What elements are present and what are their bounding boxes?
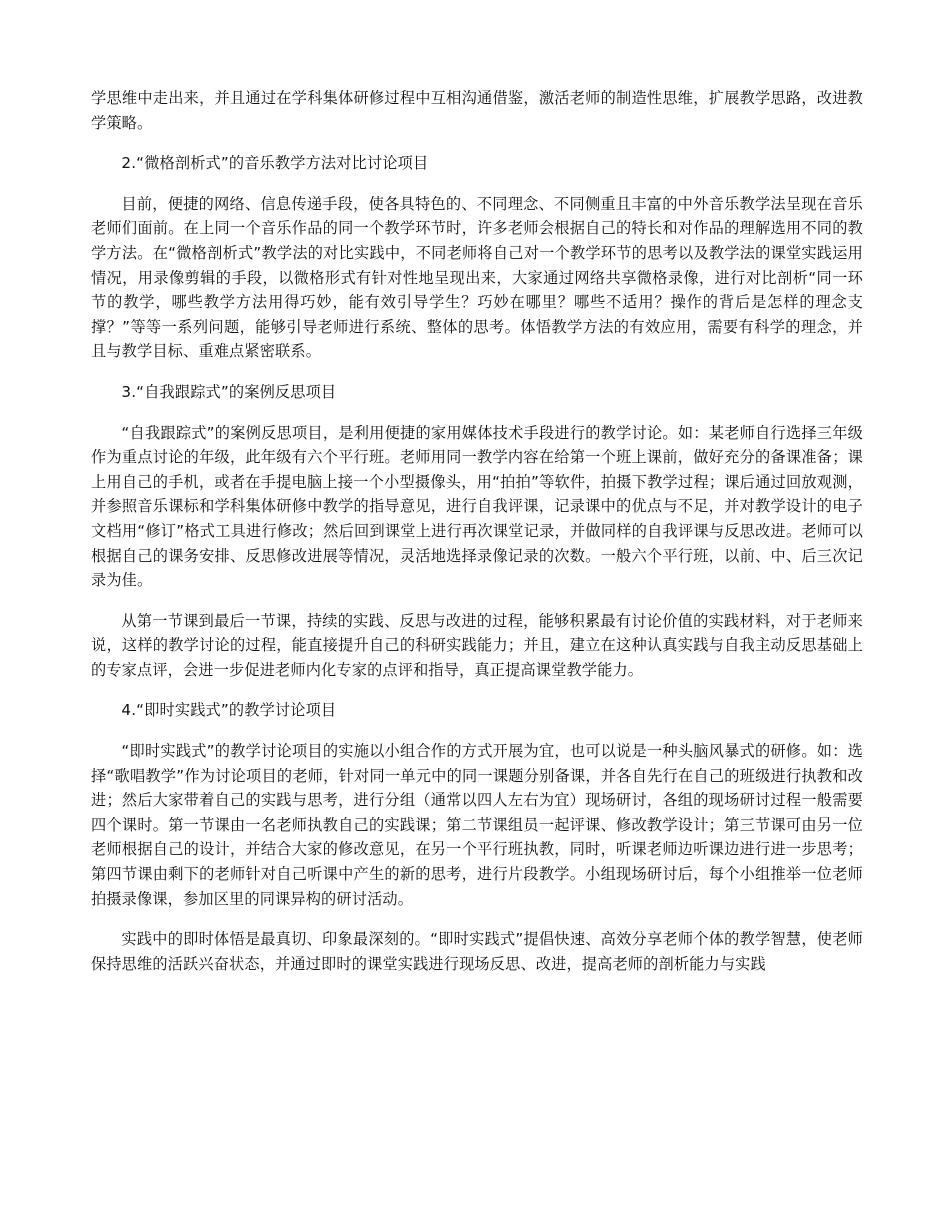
document-page	[91, 86, 863, 992]
paragraph-self-tracking-benefit: 从第一节课到最后一节课，持续的实践、反思与改进的过程，能够积累最有讨论价值的实践材料，对于老师来说，这样的教学讨论的过程，能直接提升自己的科研实践能力；并且，建立在这种认真实践与自我主动反思基础上的专家点评，会进一步促进老师内化专家的点评和指导，真正提高课堂教学能力。	[91, 611, 863, 679]
paragraph-microteaching: 目前，便捷的网络、信息传递手段，使各具特色的、不同理念、不同侧重且丰富的中外音乐教学法呈现在音乐老师们面前。在上同一个音乐作品的同一个教学环节时，许多老师会根据自己的特长和对作品的理解选用不同的教学方法。在“微格剖析式”教学法的对比实践中，不同老师将自己对一个教学环节的思考以及教学法的课堂实践运用情况，用录像剪辑的手段，以微格形式有针对性地呈现出来，大家通过网络共享微格录像，进行对比剖析“同一环节的教学，哪些教学方法用得巧妙，能有效引导学生？巧妙在哪里？哪些不适用？操作的背后是怎样的理念支撑？”等等一系列问题，能够引导老师进行系统、整体的思考。体悟教学方法的有效应用，需要有科学的理念，并且与教学目标、重难点紧密联系。	[91, 194, 863, 361]
section-heading-2: 2.“微格剖析式”的音乐教学方法对比讨论项目	[121, 154, 429, 173]
section-heading-3: 3.“自我跟踪式”的案例反思项目	[121, 382, 337, 401]
paragraph-self-tracking: “自我跟踪式”的案例反思项目，是利用便捷的家用媒体技术手段进行的教学讨论。如：某老师自行选择三年级作为重点讨论的年级，此年级有六个平行班。老师用同一教学内容在给第一个班上课前，做好充分的备课准备；课上用自己的手机，或者在手提电脑上接一个小型摄像头，用“拍拍”等软件，拍摄下教学过程；课后通过回放观测，并参照音乐课标和学科集体研修中教学的指导意见，进行自我评课，记录课中的优点与不足，并对教学设计的电子文档用“修订”格式工具进行修改；然后回到课堂上进行再次课堂记录，并做同样的自我评课与反思改进。老师可以根据自己的课务安排、反思修改进展等情况，灵活地选择录像记录的次数。一般六个平行班，以前、中、后三次记录为佳。	[91, 423, 863, 590]
section-heading-4: 4.“即时实践式”的教学讨论项目	[121, 701, 337, 720]
paragraph-instant-practice-benefit: 实践中的即时体悟是最真切、印象最深刻的。“即时实践式”提倡快速、高效分享老师个体的教学智慧，使老师保持思维的活跃兴奋状态，并通过即时的课堂实践进行现场反思、改进，提高老师的剖析能力与实践	[91, 930, 863, 973]
paragraph-continuation: 学思维中走出来，并且通过在学科集体研修过程中互相沟通借鉴，激活老师的制造性思维，扩展教学思路，改进教学策略。	[91, 89, 863, 132]
paragraph-instant-practice: “即时实践式”的教学讨论项目的实施以小组合作的方式开展为宜，也可以说是一种头脑风暴式的研修。如：选择“歌唱教学”作为讨论项目的老师，针对同一单元中的同一课题分别备课，并各自先行在自己的班级进行执教和改进；然后大家带着自己的实践与思考，进行分组（通常以四人左右为宜）现场研讨，各组的现场研讨过程一般需要四个课时。第一节课由一名老师执教自己的实践课；第二节课组员一起评课、修改教学设计；第三节课可由另一位老师根据自己的设计，并结合大家的修改意见，在另一个平行班执教，同时，听课老师边听课边进行进一步思考；第四节课由剩下的老师针对自己听课中产生的新的思考，进行片段教学。小组现场研讨后，每个小组推举一位老师拍摄录像课，参加区里的同课异构的研讨活动。	[91, 742, 863, 908]
